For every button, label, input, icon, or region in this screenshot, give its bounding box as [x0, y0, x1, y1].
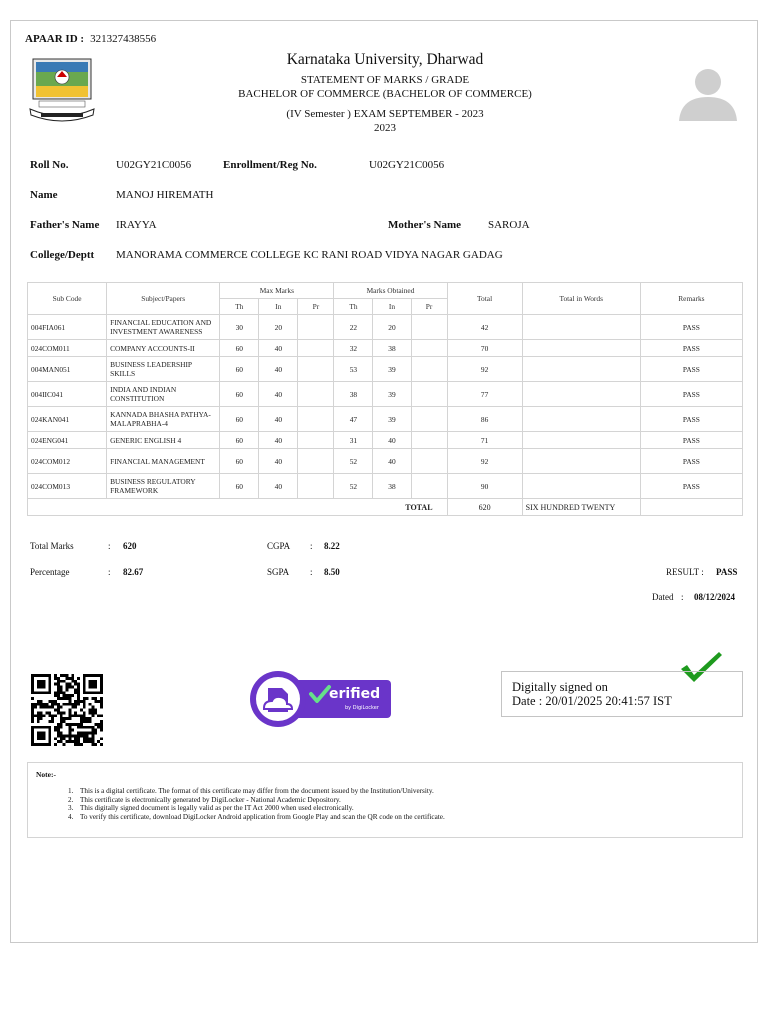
- sub-code-cell: 024COM011: [28, 340, 107, 357]
- header-obt-in: In: [373, 299, 411, 315]
- obt-th-cell: 38: [334, 382, 373, 407]
- sgpa-label: SGPA: [267, 567, 290, 577]
- obt-pr-cell: [411, 315, 447, 340]
- subject-cell: BUSINESS LEADERSHIP SKILLS: [107, 357, 220, 382]
- marks-card: [10, 20, 758, 943]
- cgpa-colon: :: [310, 541, 313, 551]
- university-name: Karnataka University, Dharwad: [286, 51, 484, 68]
- max-in-cell: 40: [259, 340, 298, 357]
- obt-th-cell: 52: [334, 449, 373, 474]
- signature-date: Date : 20/01/2025 20:41:57 IST: [512, 694, 672, 708]
- row-words-cell: [522, 449, 640, 474]
- apaar-label: APAAR ID :: [25, 33, 85, 45]
- max-pr-cell: [298, 407, 334, 432]
- row-total-cell: 92: [447, 449, 522, 474]
- obt-in-cell: 39: [373, 382, 411, 407]
- digital-signature-box: [501, 671, 743, 717]
- obt-in-cell: 40: [373, 449, 411, 474]
- subject-cell: BUSINESS REGULATORY FRAMEWORK: [107, 474, 220, 499]
- max-th-cell: 30: [220, 315, 259, 340]
- obt-pr-cell: [411, 449, 447, 474]
- obt-pr-cell: [411, 407, 447, 432]
- dated-value: 08/12/2024: [694, 592, 736, 602]
- name-value: MANOJ HIREMATH: [116, 189, 214, 201]
- max-pr-cell: [298, 382, 334, 407]
- statement-title: STATEMENT OF MARKS / GRADE: [300, 74, 470, 86]
- max-in-cell: 40: [259, 382, 298, 407]
- subject-cell: KANNADA BHASHA PATHYA-MALAPRABHA-4: [107, 407, 220, 432]
- result-label: RESULT :: [666, 567, 704, 577]
- table-row: [28, 474, 743, 499]
- obt-th-cell: 32: [334, 340, 373, 357]
- header-max-in: In: [259, 299, 298, 315]
- max-th-cell: 60: [220, 474, 259, 499]
- obt-pr-cell: [411, 357, 447, 382]
- sub-code-cell: 004IIC041: [28, 382, 107, 407]
- max-pr-cell: [298, 315, 334, 340]
- verified-text: erified: [329, 686, 381, 702]
- row-words-cell: [522, 432, 640, 449]
- remarks-cell: PASS: [640, 382, 742, 407]
- obt-pr-cell: [411, 474, 447, 499]
- max-pr-cell: [298, 474, 334, 499]
- subject-cell: COMPANY ACCOUNTS-II: [107, 340, 220, 357]
- sub-code-cell: 024ENG041: [28, 432, 107, 449]
- result-value: PASS: [716, 567, 738, 577]
- row-words-cell: [522, 340, 640, 357]
- obt-in-cell: 39: [373, 407, 411, 432]
- verified-digilocker-badge: [249, 670, 393, 728]
- header-subject: Subject/Papers: [107, 283, 220, 315]
- college-value: MANORAMA COMMERCE COLLEGE KC RANI ROAD VIDYA NAGAR GADAG: [116, 249, 503, 261]
- obt-in-cell: 39: [373, 357, 411, 382]
- enroll-value: U02GY21C0056: [369, 159, 445, 171]
- dated-label: Dated: [652, 592, 674, 602]
- obt-th-cell: 53: [334, 357, 373, 382]
- max-in-cell: 40: [259, 357, 298, 382]
- table-row: [28, 432, 743, 449]
- total-row: [28, 499, 743, 516]
- max-in-cell: 40: [259, 449, 298, 474]
- header-remarks: Remarks: [640, 283, 742, 315]
- header-max-pr: Pr: [298, 299, 334, 315]
- qr-code-icon[interactable]: [29, 674, 105, 746]
- obt-in-cell: 38: [373, 340, 411, 357]
- total-blank: [640, 499, 742, 516]
- percentage-label: Percentage: [30, 567, 70, 577]
- max-in-cell: 40: [259, 432, 298, 449]
- obt-th-cell: 31: [334, 432, 373, 449]
- row-words-cell: [522, 357, 640, 382]
- obt-pr-cell: [411, 382, 447, 407]
- row-total-cell: 70: [447, 340, 522, 357]
- max-th-cell: 60: [220, 357, 259, 382]
- obt-pr-cell: [411, 432, 447, 449]
- max-in-cell: 20: [259, 315, 298, 340]
- max-in-cell: 40: [259, 474, 298, 499]
- exam-title: (IV Semester ) EXAM SEPTEMBER - 2023: [286, 108, 484, 120]
- notes-box: [27, 762, 743, 838]
- sub-code-cell: 004FIA061: [28, 315, 107, 340]
- max-pr-cell: [298, 432, 334, 449]
- sub-code-cell: 004MAN051: [28, 357, 107, 382]
- exam-year: 2023: [374, 122, 396, 134]
- father-label: Father's Name: [30, 219, 100, 231]
- header-obt-th: Th: [334, 299, 373, 315]
- table-row: [28, 340, 743, 357]
- remarks-cell: PASS: [640, 315, 742, 340]
- row-total-cell: 90: [447, 474, 522, 499]
- cgpa-value: 8.22: [324, 541, 340, 551]
- percentage-colon: :: [108, 567, 111, 577]
- enroll-label: Enrollment/Reg No.: [223, 159, 317, 171]
- roll-label: Roll No.: [30, 159, 69, 171]
- header-obt-pr: Pr: [411, 299, 447, 315]
- sgpa-colon: :: [310, 567, 313, 577]
- table-row: [28, 357, 743, 382]
- max-th-cell: 60: [220, 432, 259, 449]
- mother-label: Mother's Name: [388, 219, 462, 231]
- row-total-cell: 86: [447, 407, 522, 432]
- obt-th-cell: 47: [334, 407, 373, 432]
- subject-cell: FINANCIAL MANAGEMENT: [107, 449, 220, 474]
- name-label: Name: [30, 189, 58, 201]
- subject-cell: INDIA AND INDIAN CONSTITUTION: [107, 382, 220, 407]
- header-marks-obtained: Marks Obtained: [334, 283, 447, 299]
- roll-value: U02GY21C0056: [116, 159, 192, 171]
- subject-cell: GENERIC ENGLISH 4: [107, 432, 220, 449]
- header-sub-code: Sub Code: [28, 283, 107, 315]
- obt-pr-cell: [411, 340, 447, 357]
- mother-value: SAROJA: [488, 219, 530, 231]
- obt-th-cell: 52: [334, 474, 373, 499]
- note-item: 2. This certificate is electronically generated by DigiLocker - National Academic Depository.: [68, 795, 341, 804]
- sub-code-cell: 024COM012: [28, 449, 107, 474]
- max-pr-cell: [298, 357, 334, 382]
- total-marks-label: Total Marks: [30, 541, 74, 551]
- signature-line1: Digitally signed on: [512, 680, 608, 694]
- row-total-cell: 42: [447, 315, 522, 340]
- obt-th-cell: 22: [334, 315, 373, 340]
- total-words: SIX HUNDRED TWENTY: [522, 499, 640, 516]
- row-words-cell: [522, 474, 640, 499]
- table-row: [28, 315, 743, 340]
- sub-code-cell: 024KAN041: [28, 407, 107, 432]
- remarks-cell: PASS: [640, 432, 742, 449]
- row-total-cell: 77: [447, 382, 522, 407]
- subject-cell: FINANCIAL EDUCATION AND INVESTMENT AWARENESS: [107, 315, 220, 340]
- remarks-cell: PASS: [640, 357, 742, 382]
- header-max-marks: Max Marks: [220, 283, 334, 299]
- row-total-cell: 92: [447, 357, 522, 382]
- max-th-cell: 60: [220, 382, 259, 407]
- student-photo-placeholder-icon: [677, 65, 739, 121]
- obt-in-cell: 38: [373, 474, 411, 499]
- apaar-value: 321327438556: [90, 33, 157, 45]
- max-pr-cell: [298, 449, 334, 474]
- cgpa-label: CGPA: [267, 541, 291, 551]
- total-value: 620: [447, 499, 522, 516]
- father-value: IRAYYA: [116, 219, 157, 231]
- row-words-cell: [522, 315, 640, 340]
- row-words-cell: [522, 382, 640, 407]
- header-total-words: Total in Words: [522, 283, 640, 315]
- sgpa-value: 8.50: [324, 567, 340, 577]
- max-th-cell: 60: [220, 340, 259, 357]
- row-total-cell: 71: [447, 432, 522, 449]
- remarks-cell: PASS: [640, 449, 742, 474]
- college-label: College/Deptt: [30, 249, 95, 261]
- header-max-th: Th: [220, 299, 259, 315]
- table-row: [28, 382, 743, 407]
- max-th-cell: 60: [220, 407, 259, 432]
- degree-title: BACHELOR OF COMMERCE (BACHELOR OF COMMERCE): [238, 88, 532, 100]
- table-row: [28, 449, 743, 474]
- obt-in-cell: 20: [373, 315, 411, 340]
- table-row: [28, 407, 743, 432]
- note-item: 3. This digitally signed document is legally valid as per the IT Act 2000 when used electronically.: [68, 804, 354, 813]
- dated-colon: :: [681, 592, 684, 602]
- total-label: TOTAL: [28, 499, 448, 516]
- max-in-cell: 40: [259, 407, 298, 432]
- notes-title: Note:-: [36, 770, 56, 779]
- verified-sub: by DigiLocker: [345, 705, 379, 711]
- remarks-cell: PASS: [640, 474, 742, 499]
- percentage-value: 82.67: [123, 567, 144, 577]
- marks-table: [27, 282, 743, 516]
- note-item: 4. To verify this certificate, download DigiLocker Android application from Google Play and scan the QR code on the certificate.: [68, 812, 445, 821]
- header-total: Total: [447, 283, 522, 315]
- remarks-cell: PASS: [640, 340, 742, 357]
- row-words-cell: [522, 407, 640, 432]
- notes-list: [68, 787, 445, 821]
- total-marks-value: 620: [123, 541, 137, 551]
- max-pr-cell: [298, 340, 334, 357]
- sub-code-cell: 024COM013: [28, 474, 107, 499]
- note-item: 1. This is a digital certificate. The format of this certificate may differ from the document issued by the Institution/University.: [68, 787, 434, 795]
- max-th-cell: 60: [220, 449, 259, 474]
- apaar-id: [25, 33, 156, 45]
- obt-in-cell: 40: [373, 432, 411, 449]
- remarks-cell: PASS: [640, 407, 742, 432]
- total-marks-colon: :: [108, 541, 111, 551]
